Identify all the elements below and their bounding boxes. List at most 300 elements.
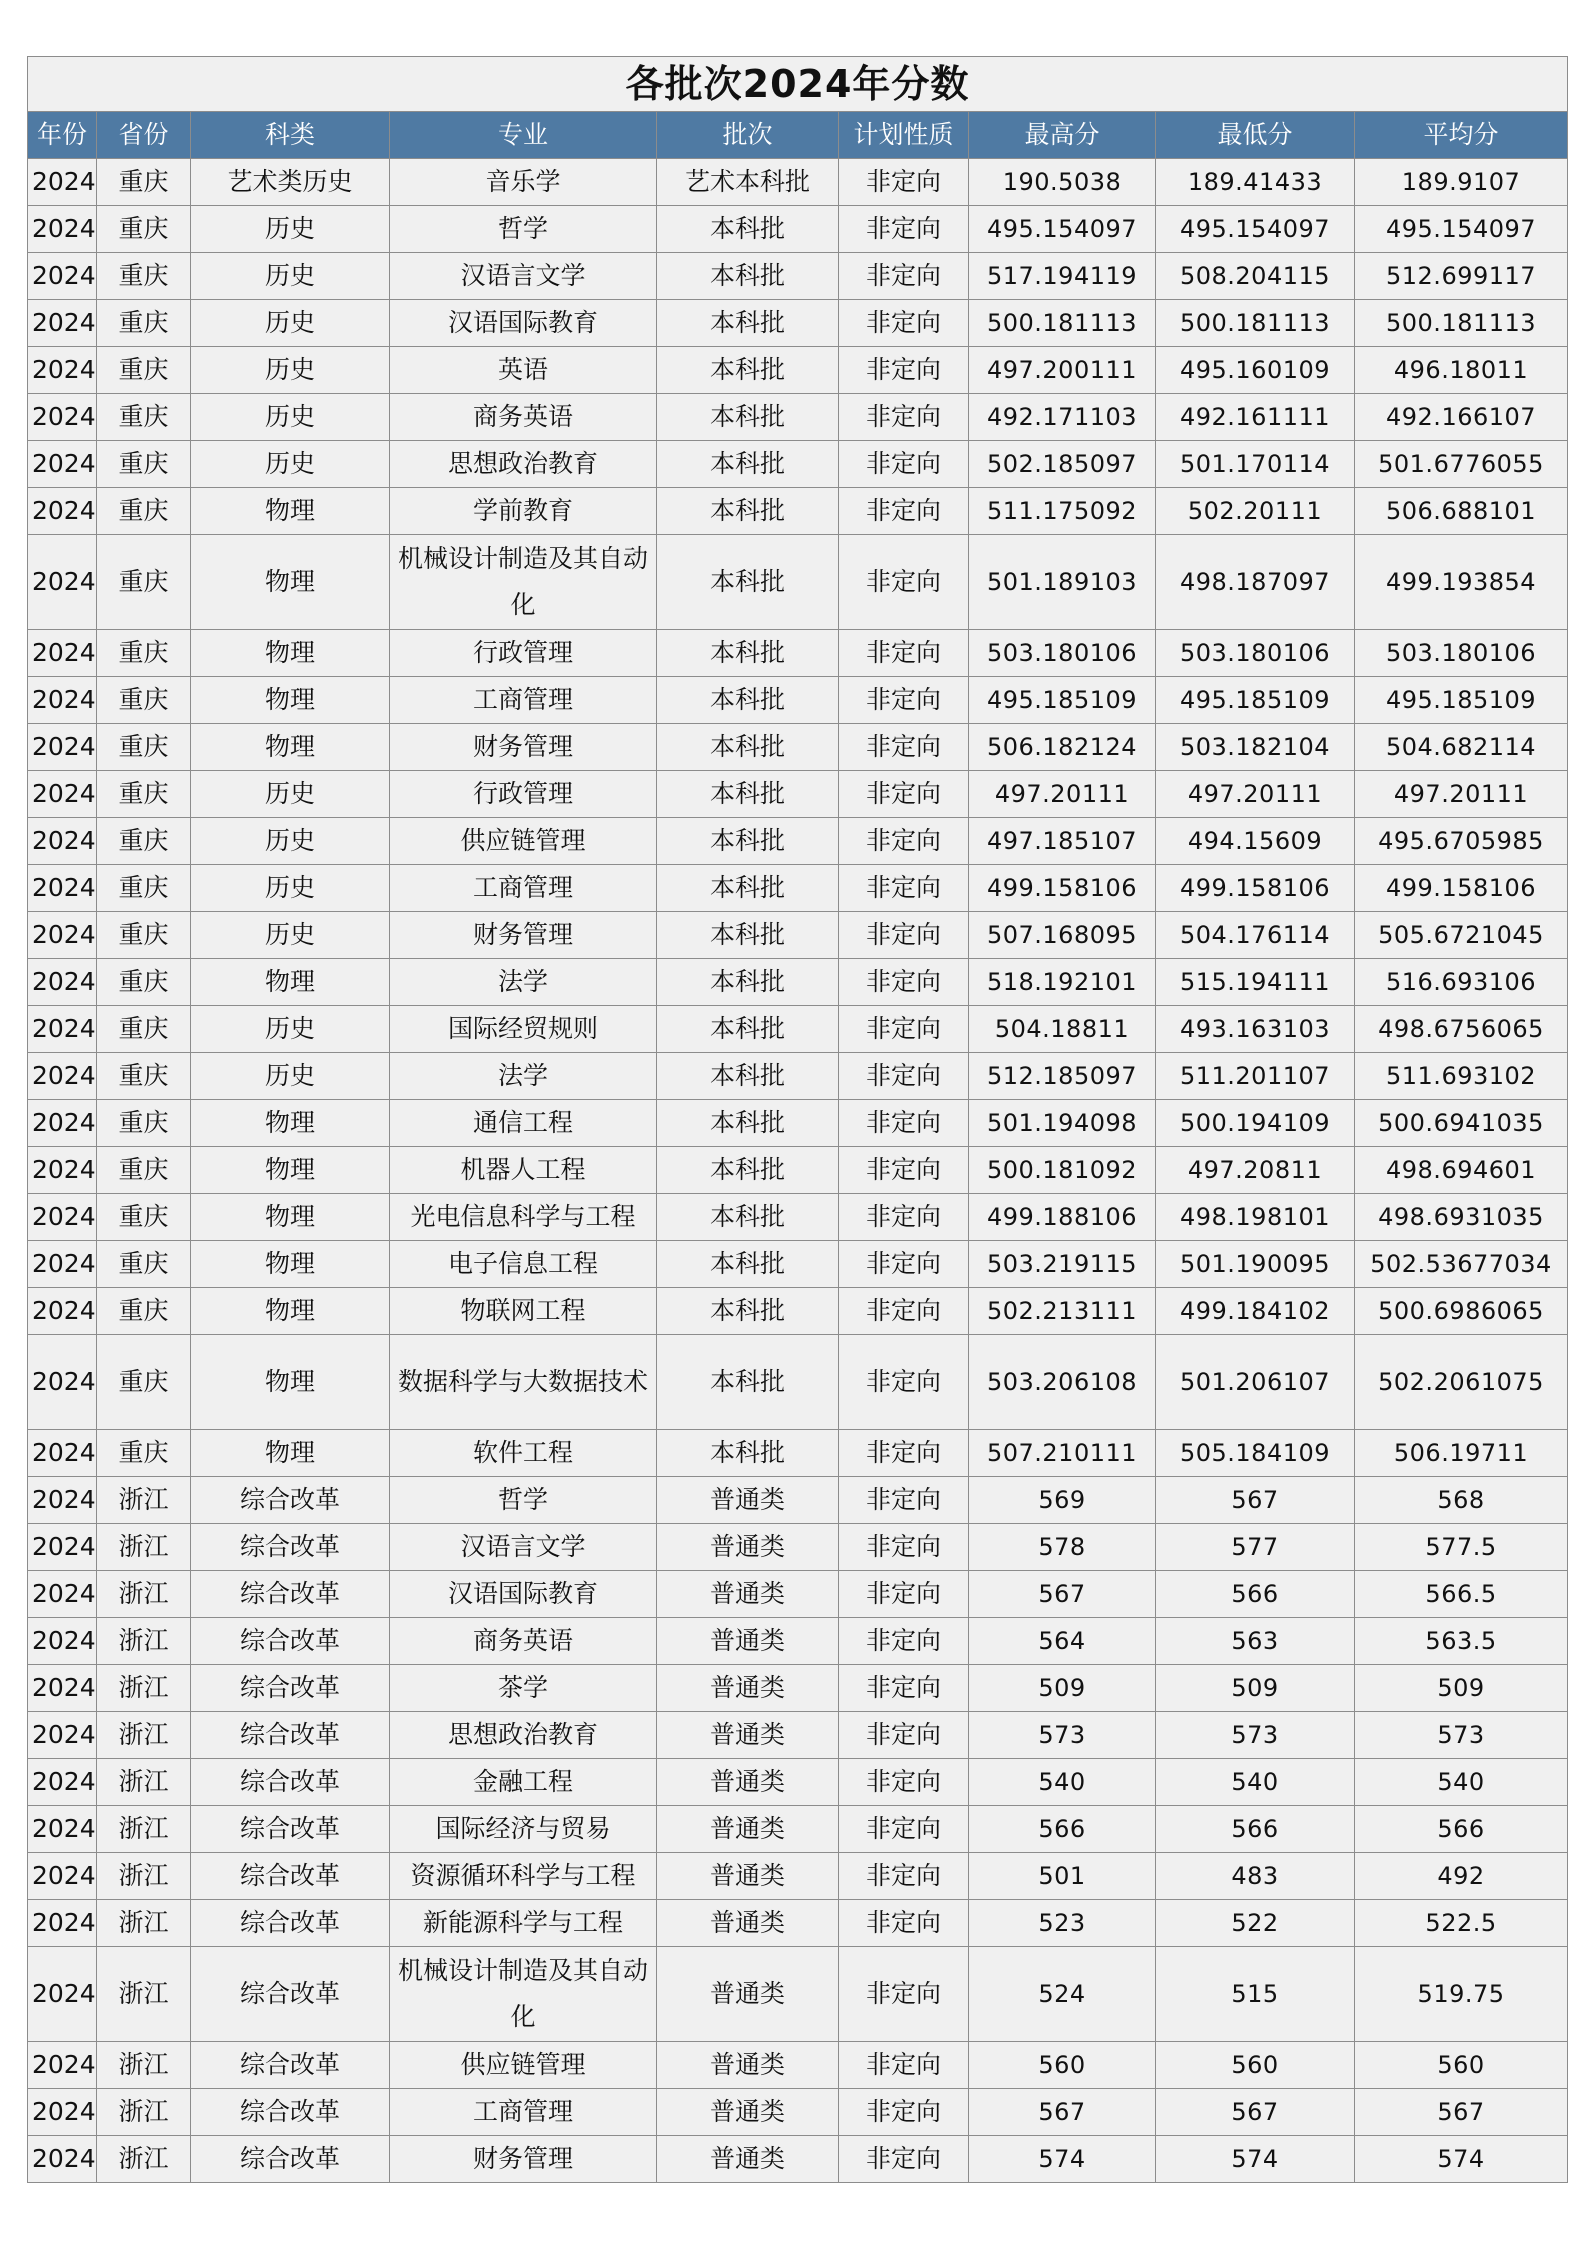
cell-major: 工商管理 xyxy=(390,677,657,724)
cell-min-score: 501.170114 xyxy=(1156,441,1355,488)
table-row xyxy=(28,300,1568,347)
cell-province: 重庆 xyxy=(97,630,191,677)
cell-avg-score: 506.19711 xyxy=(1355,1430,1568,1477)
cell-max-score: 504.18811 xyxy=(969,1006,1156,1053)
cell-subject: 历史 xyxy=(191,253,390,300)
cell-major: 汉语国际教育 xyxy=(390,300,657,347)
cell-subject: 综合改革 xyxy=(191,1900,390,1947)
cell-year: 2024 xyxy=(28,441,97,488)
cell-year: 2024 xyxy=(28,1524,97,1571)
cell-major: 法学 xyxy=(390,1053,657,1100)
table-row xyxy=(28,1947,1568,2042)
cell-plan-type: 非定向 xyxy=(839,630,969,677)
table-row xyxy=(28,347,1568,394)
cell-province: 浙江 xyxy=(97,1571,191,1618)
cell-avg-score: 502.53677034 xyxy=(1355,1241,1568,1288)
cell-plan-type: 非定向 xyxy=(839,1147,969,1194)
cell-max-score: 495.185109 xyxy=(969,677,1156,724)
cell-batch: 本科批 xyxy=(657,441,839,488)
cell-plan-type: 非定向 xyxy=(839,394,969,441)
cell-avg-score: 511.693102 xyxy=(1355,1053,1568,1100)
cell-year: 2024 xyxy=(28,1571,97,1618)
cell-min-score: 498.187097 xyxy=(1156,535,1355,630)
table-row xyxy=(28,1618,1568,1665)
cell-province: 重庆 xyxy=(97,206,191,253)
table-row xyxy=(28,394,1568,441)
table-row xyxy=(28,1665,1568,1712)
cell-province: 重庆 xyxy=(97,771,191,818)
cell-plan-type: 非定向 xyxy=(839,959,969,1006)
cell-subject: 艺术类历史 xyxy=(191,159,390,206)
cell-major: 机械设计制造及其自动化 xyxy=(390,535,657,630)
cell-batch: 普通类 xyxy=(657,1712,839,1759)
cell-batch: 本科批 xyxy=(657,1430,839,1477)
cell-avg-score: 498.6756065 xyxy=(1355,1006,1568,1053)
cell-batch: 本科批 xyxy=(657,1100,839,1147)
cell-min-score: 502.20111 xyxy=(1156,488,1355,535)
table-row xyxy=(28,865,1568,912)
cell-min-score: 495.160109 xyxy=(1156,347,1355,394)
cell-province: 重庆 xyxy=(97,300,191,347)
cell-batch: 本科批 xyxy=(657,1288,839,1335)
cell-min-score: 573 xyxy=(1156,1712,1355,1759)
cell-min-score: 503.180106 xyxy=(1156,630,1355,677)
cell-max-score: 512.185097 xyxy=(969,1053,1156,1100)
cell-batch: 本科批 xyxy=(657,253,839,300)
cell-year: 2024 xyxy=(28,1288,97,1335)
cell-min-score: 508.204115 xyxy=(1156,253,1355,300)
column-header-max-score: 最高分 xyxy=(969,112,1156,159)
cell-min-score: 566 xyxy=(1156,1806,1355,1853)
cell-major: 音乐学 xyxy=(390,159,657,206)
cell-major: 物联网工程 xyxy=(390,1288,657,1335)
cell-subject: 物理 xyxy=(191,488,390,535)
table-row xyxy=(28,771,1568,818)
table-row xyxy=(28,535,1568,630)
cell-subject: 历史 xyxy=(191,1053,390,1100)
cell-plan-type: 非定向 xyxy=(839,1712,969,1759)
cell-batch: 普通类 xyxy=(657,1806,839,1853)
cell-year: 2024 xyxy=(28,1853,97,1900)
cell-major: 金融工程 xyxy=(390,1759,657,1806)
cell-max-score: 497.200111 xyxy=(969,347,1156,394)
cell-year: 2024 xyxy=(28,724,97,771)
table-row xyxy=(28,206,1568,253)
cell-subject: 历史 xyxy=(191,394,390,441)
cell-max-score: 503.219115 xyxy=(969,1241,1156,1288)
cell-major: 思想政治教育 xyxy=(390,1712,657,1759)
cell-subject: 综合改革 xyxy=(191,2136,390,2183)
cell-subject: 历史 xyxy=(191,300,390,347)
cell-major: 国际经济与贸易 xyxy=(390,1806,657,1853)
cell-province: 重庆 xyxy=(97,441,191,488)
table-row xyxy=(28,253,1568,300)
cell-year: 2024 xyxy=(28,1241,97,1288)
table-row xyxy=(28,724,1568,771)
cell-subject: 综合改革 xyxy=(191,1712,390,1759)
cell-province: 重庆 xyxy=(97,1335,191,1430)
cell-year: 2024 xyxy=(28,1947,97,2042)
cell-max-score: 567 xyxy=(969,1571,1156,1618)
cell-province: 浙江 xyxy=(97,2089,191,2136)
cell-max-score: 574 xyxy=(969,2136,1156,2183)
cell-major: 供应链管理 xyxy=(390,818,657,865)
cell-province: 浙江 xyxy=(97,1806,191,1853)
cell-max-score: 500.181092 xyxy=(969,1147,1156,1194)
cell-province: 重庆 xyxy=(97,1430,191,1477)
cell-batch: 普通类 xyxy=(657,1665,839,1712)
cell-min-score: 504.176114 xyxy=(1156,912,1355,959)
table-row xyxy=(28,1194,1568,1241)
table-row xyxy=(28,1571,1568,1618)
cell-year: 2024 xyxy=(28,1006,97,1053)
cell-major: 英语 xyxy=(390,347,657,394)
cell-major: 汉语言文学 xyxy=(390,1524,657,1571)
cell-subject: 历史 xyxy=(191,206,390,253)
cell-min-score: 522 xyxy=(1156,1900,1355,1947)
cell-province: 浙江 xyxy=(97,2136,191,2183)
cell-min-score: 501.206107 xyxy=(1156,1335,1355,1430)
table-row xyxy=(28,1147,1568,1194)
cell-province: 重庆 xyxy=(97,347,191,394)
cell-avg-score: 495.185109 xyxy=(1355,677,1568,724)
cell-subject: 物理 xyxy=(191,677,390,724)
cell-avg-score: 516.693106 xyxy=(1355,959,1568,1006)
cell-plan-type: 非定向 xyxy=(839,1100,969,1147)
cell-year: 2024 xyxy=(28,206,97,253)
cell-province: 浙江 xyxy=(97,1665,191,1712)
cell-subject: 历史 xyxy=(191,347,390,394)
cell-min-score: 495.185109 xyxy=(1156,677,1355,724)
table-row xyxy=(28,630,1568,677)
column-header-year: 年份 xyxy=(28,112,97,159)
cell-avg-score: 498.6931035 xyxy=(1355,1194,1568,1241)
cell-major: 机械设计制造及其自动化 xyxy=(390,1947,657,2042)
cell-province: 浙江 xyxy=(97,1477,191,1524)
cell-province: 浙江 xyxy=(97,1947,191,2042)
column-header-subject: 科类 xyxy=(191,112,390,159)
cell-avg-score: 504.682114 xyxy=(1355,724,1568,771)
cell-batch: 普通类 xyxy=(657,1571,839,1618)
table-row xyxy=(28,1100,1568,1147)
cell-avg-score: 492.166107 xyxy=(1355,394,1568,441)
cell-year: 2024 xyxy=(28,1759,97,1806)
column-header-batch: 批次 xyxy=(657,112,839,159)
table-row xyxy=(28,1477,1568,1524)
cell-batch: 本科批 xyxy=(657,1241,839,1288)
cell-major: 商务英语 xyxy=(390,1618,657,1665)
cell-batch: 本科批 xyxy=(657,1053,839,1100)
cell-avg-score: 512.699117 xyxy=(1355,253,1568,300)
cell-year: 2024 xyxy=(28,2136,97,2183)
cell-major: 光电信息科学与工程 xyxy=(390,1194,657,1241)
cell-plan-type: 非定向 xyxy=(839,865,969,912)
cell-plan-type: 非定向 xyxy=(839,1335,969,1430)
cell-max-score: 507.168095 xyxy=(969,912,1156,959)
cell-min-score: 189.41433 xyxy=(1156,159,1355,206)
cell-batch: 本科批 xyxy=(657,630,839,677)
cell-max-score: 560 xyxy=(969,2042,1156,2089)
cell-min-score: 509 xyxy=(1156,1665,1355,1712)
cell-batch: 本科批 xyxy=(657,206,839,253)
cell-province: 重庆 xyxy=(97,535,191,630)
cell-major: 哲学 xyxy=(390,206,657,253)
cell-plan-type: 非定向 xyxy=(839,818,969,865)
table-row xyxy=(28,1806,1568,1853)
cell-max-score: 566 xyxy=(969,1806,1156,1853)
cell-province: 浙江 xyxy=(97,1524,191,1571)
table-body xyxy=(28,159,1568,2183)
cell-subject: 综合改革 xyxy=(191,1759,390,1806)
cell-avg-score: 503.180106 xyxy=(1355,630,1568,677)
cell-year: 2024 xyxy=(28,2042,97,2089)
cell-plan-type: 非定向 xyxy=(839,912,969,959)
cell-subject: 物理 xyxy=(191,1430,390,1477)
cell-max-score: 567 xyxy=(969,2089,1156,2136)
cell-subject: 历史 xyxy=(191,1006,390,1053)
cell-province: 重庆 xyxy=(97,1053,191,1100)
cell-major: 新能源科学与工程 xyxy=(390,1900,657,1947)
cell-year: 2024 xyxy=(28,1430,97,1477)
cell-avg-score: 574 xyxy=(1355,2136,1568,2183)
cell-max-score: 501.194098 xyxy=(969,1100,1156,1147)
cell-min-score: 567 xyxy=(1156,1477,1355,1524)
cell-year: 2024 xyxy=(28,771,97,818)
cell-subject: 物理 xyxy=(191,1335,390,1430)
cell-province: 重庆 xyxy=(97,912,191,959)
cell-major: 工商管理 xyxy=(390,2089,657,2136)
cell-batch: 普通类 xyxy=(657,2136,839,2183)
cell-avg-score: 495.6705985 xyxy=(1355,818,1568,865)
cell-plan-type: 非定向 xyxy=(839,1194,969,1241)
cell-plan-type: 非定向 xyxy=(839,253,969,300)
cell-plan-type: 非定向 xyxy=(839,1947,969,2042)
cell-year: 2024 xyxy=(28,630,97,677)
cell-year: 2024 xyxy=(28,818,97,865)
cell-batch: 本科批 xyxy=(657,394,839,441)
cell-major: 汉语国际教育 xyxy=(390,1571,657,1618)
table-row xyxy=(28,488,1568,535)
cell-major: 资源循环科学与工程 xyxy=(390,1853,657,1900)
table-row xyxy=(28,1524,1568,1571)
cell-max-score: 517.194119 xyxy=(969,253,1156,300)
cell-batch: 本科批 xyxy=(657,300,839,347)
cell-plan-type: 非定向 xyxy=(839,2042,969,2089)
cell-batch: 普通类 xyxy=(657,1947,839,2042)
cell-max-score: 524 xyxy=(969,1947,1156,2042)
cell-major: 行政管理 xyxy=(390,630,657,677)
cell-batch: 本科批 xyxy=(657,912,839,959)
cell-avg-score: 573 xyxy=(1355,1712,1568,1759)
cell-major: 财务管理 xyxy=(390,724,657,771)
cell-plan-type: 非定向 xyxy=(839,300,969,347)
cell-min-score: 495.154097 xyxy=(1156,206,1355,253)
cell-subject: 历史 xyxy=(191,865,390,912)
cell-min-score: 511.201107 xyxy=(1156,1053,1355,1100)
cell-max-score: 497.185107 xyxy=(969,818,1156,865)
cell-min-score: 540 xyxy=(1156,1759,1355,1806)
cell-batch: 本科批 xyxy=(657,1194,839,1241)
cell-max-score: 501 xyxy=(969,1853,1156,1900)
cell-max-score: 503.180106 xyxy=(969,630,1156,677)
cell-year: 2024 xyxy=(28,253,97,300)
cell-min-score: 563 xyxy=(1156,1618,1355,1665)
table-row xyxy=(28,441,1568,488)
cell-year: 2024 xyxy=(28,2089,97,2136)
cell-avg-score: 189.9107 xyxy=(1355,159,1568,206)
cell-min-score: 498.198101 xyxy=(1156,1194,1355,1241)
column-header-major: 专业 xyxy=(390,112,657,159)
cell-plan-type: 非定向 xyxy=(839,1430,969,1477)
cell-max-score: 501.189103 xyxy=(969,535,1156,630)
cell-avg-score: 498.694601 xyxy=(1355,1147,1568,1194)
cell-plan-type: 非定向 xyxy=(839,1571,969,1618)
table-row xyxy=(28,1241,1568,1288)
cell-subject: 综合改革 xyxy=(191,1806,390,1853)
table-row xyxy=(28,818,1568,865)
cell-subject: 综合改革 xyxy=(191,1618,390,1665)
cell-year: 2024 xyxy=(28,300,97,347)
cell-year: 2024 xyxy=(28,1100,97,1147)
cell-min-score: 505.184109 xyxy=(1156,1430,1355,1477)
cell-batch: 本科批 xyxy=(657,347,839,394)
cell-max-score: 499.158106 xyxy=(969,865,1156,912)
cell-plan-type: 非定向 xyxy=(839,1900,969,1947)
cell-year: 2024 xyxy=(28,1712,97,1759)
cell-min-score: 500.194109 xyxy=(1156,1100,1355,1147)
table-row xyxy=(28,1053,1568,1100)
cell-year: 2024 xyxy=(28,1665,97,1712)
cell-major: 思想政治教育 xyxy=(390,441,657,488)
cell-min-score: 494.15609 xyxy=(1156,818,1355,865)
cell-subject: 综合改革 xyxy=(191,1477,390,1524)
cell-batch: 本科批 xyxy=(657,1006,839,1053)
cell-province: 浙江 xyxy=(97,1712,191,1759)
cell-batch: 普通类 xyxy=(657,2042,839,2089)
cell-province: 重庆 xyxy=(97,1241,191,1288)
cell-avg-score: 499.193854 xyxy=(1355,535,1568,630)
cell-plan-type: 非定向 xyxy=(839,1618,969,1665)
cell-batch: 本科批 xyxy=(657,724,839,771)
cell-min-score: 574 xyxy=(1156,2136,1355,2183)
cell-max-score: 509 xyxy=(969,1665,1156,1712)
cell-province: 重庆 xyxy=(97,488,191,535)
cell-subject: 历史 xyxy=(191,818,390,865)
cell-major: 工商管理 xyxy=(390,865,657,912)
cell-subject: 综合改革 xyxy=(191,1853,390,1900)
cell-province: 重庆 xyxy=(97,959,191,1006)
cell-plan-type: 非定向 xyxy=(839,1665,969,1712)
cell-batch: 本科批 xyxy=(657,535,839,630)
cell-avg-score: 563.5 xyxy=(1355,1618,1568,1665)
cell-max-score: 499.188106 xyxy=(969,1194,1156,1241)
cell-max-score: 500.181113 xyxy=(969,300,1156,347)
table-row xyxy=(28,1853,1568,1900)
cell-subject: 综合改革 xyxy=(191,2042,390,2089)
cell-max-score: 564 xyxy=(969,1618,1156,1665)
cell-batch: 本科批 xyxy=(657,865,839,912)
cell-batch: 本科批 xyxy=(657,677,839,724)
cell-year: 2024 xyxy=(28,1477,97,1524)
cell-subject: 物理 xyxy=(191,724,390,771)
cell-province: 重庆 xyxy=(97,1100,191,1147)
cell-year: 2024 xyxy=(28,535,97,630)
cell-avg-score: 500.6941035 xyxy=(1355,1100,1568,1147)
score-sheet xyxy=(27,56,1567,2183)
cell-year: 2024 xyxy=(28,865,97,912)
cell-plan-type: 非定向 xyxy=(839,347,969,394)
cell-subject: 综合改革 xyxy=(191,2089,390,2136)
table-row xyxy=(28,1430,1568,1477)
cell-subject: 物理 xyxy=(191,1147,390,1194)
cell-max-score: 502.213111 xyxy=(969,1288,1156,1335)
cell-subject: 物理 xyxy=(191,630,390,677)
cell-major: 数据科学与大数据技术 xyxy=(390,1335,657,1430)
cell-max-score: 578 xyxy=(969,1524,1156,1571)
cell-province: 重庆 xyxy=(97,253,191,300)
cell-province: 浙江 xyxy=(97,1759,191,1806)
title-row xyxy=(28,57,1568,112)
cell-province: 浙江 xyxy=(97,1618,191,1665)
cell-plan-type: 非定向 xyxy=(839,2136,969,2183)
cell-batch: 本科批 xyxy=(657,818,839,865)
cell-subject: 物理 xyxy=(191,959,390,1006)
table-row xyxy=(28,959,1568,1006)
cell-avg-score: 540 xyxy=(1355,1759,1568,1806)
cell-year: 2024 xyxy=(28,347,97,394)
table-row xyxy=(28,912,1568,959)
cell-province: 重庆 xyxy=(97,1194,191,1241)
cell-min-score: 483 xyxy=(1156,1853,1355,1900)
cell-min-score: 566 xyxy=(1156,1571,1355,1618)
cell-major: 商务英语 xyxy=(390,394,657,441)
cell-max-score: 190.5038 xyxy=(969,159,1156,206)
cell-province: 重庆 xyxy=(97,677,191,724)
cell-batch: 本科批 xyxy=(657,488,839,535)
cell-subject: 物理 xyxy=(191,1241,390,1288)
cell-plan-type: 非定向 xyxy=(839,1524,969,1571)
cell-max-score: 540 xyxy=(969,1759,1156,1806)
cell-major: 学前教育 xyxy=(390,488,657,535)
cell-avg-score: 566 xyxy=(1355,1806,1568,1853)
cell-avg-score: 500.181113 xyxy=(1355,300,1568,347)
cell-min-score: 577 xyxy=(1156,1524,1355,1571)
column-header-min-score: 最低分 xyxy=(1156,112,1355,159)
cell-batch: 本科批 xyxy=(657,959,839,1006)
cell-major: 汉语言文学 xyxy=(390,253,657,300)
cell-min-score: 497.20811 xyxy=(1156,1147,1355,1194)
cell-plan-type: 非定向 xyxy=(839,488,969,535)
cell-province: 重庆 xyxy=(97,394,191,441)
cell-batch: 本科批 xyxy=(657,1147,839,1194)
cell-min-score: 567 xyxy=(1156,2089,1355,2136)
cell-major: 行政管理 xyxy=(390,771,657,818)
cell-subject: 综合改革 xyxy=(191,1947,390,2042)
table-row xyxy=(28,1900,1568,1947)
cell-plan-type: 非定向 xyxy=(839,1241,969,1288)
cell-avg-score: 496.18011 xyxy=(1355,347,1568,394)
cell-province: 重庆 xyxy=(97,865,191,912)
cell-max-score: 503.206108 xyxy=(969,1335,1156,1430)
cell-province: 重庆 xyxy=(97,1147,191,1194)
cell-major: 通信工程 xyxy=(390,1100,657,1147)
cell-major: 财务管理 xyxy=(390,912,657,959)
cell-batch: 普通类 xyxy=(657,1853,839,1900)
cell-province: 浙江 xyxy=(97,1900,191,1947)
table-row xyxy=(28,2042,1568,2089)
cell-plan-type: 非定向 xyxy=(839,535,969,630)
cell-min-score: 497.20111 xyxy=(1156,771,1355,818)
